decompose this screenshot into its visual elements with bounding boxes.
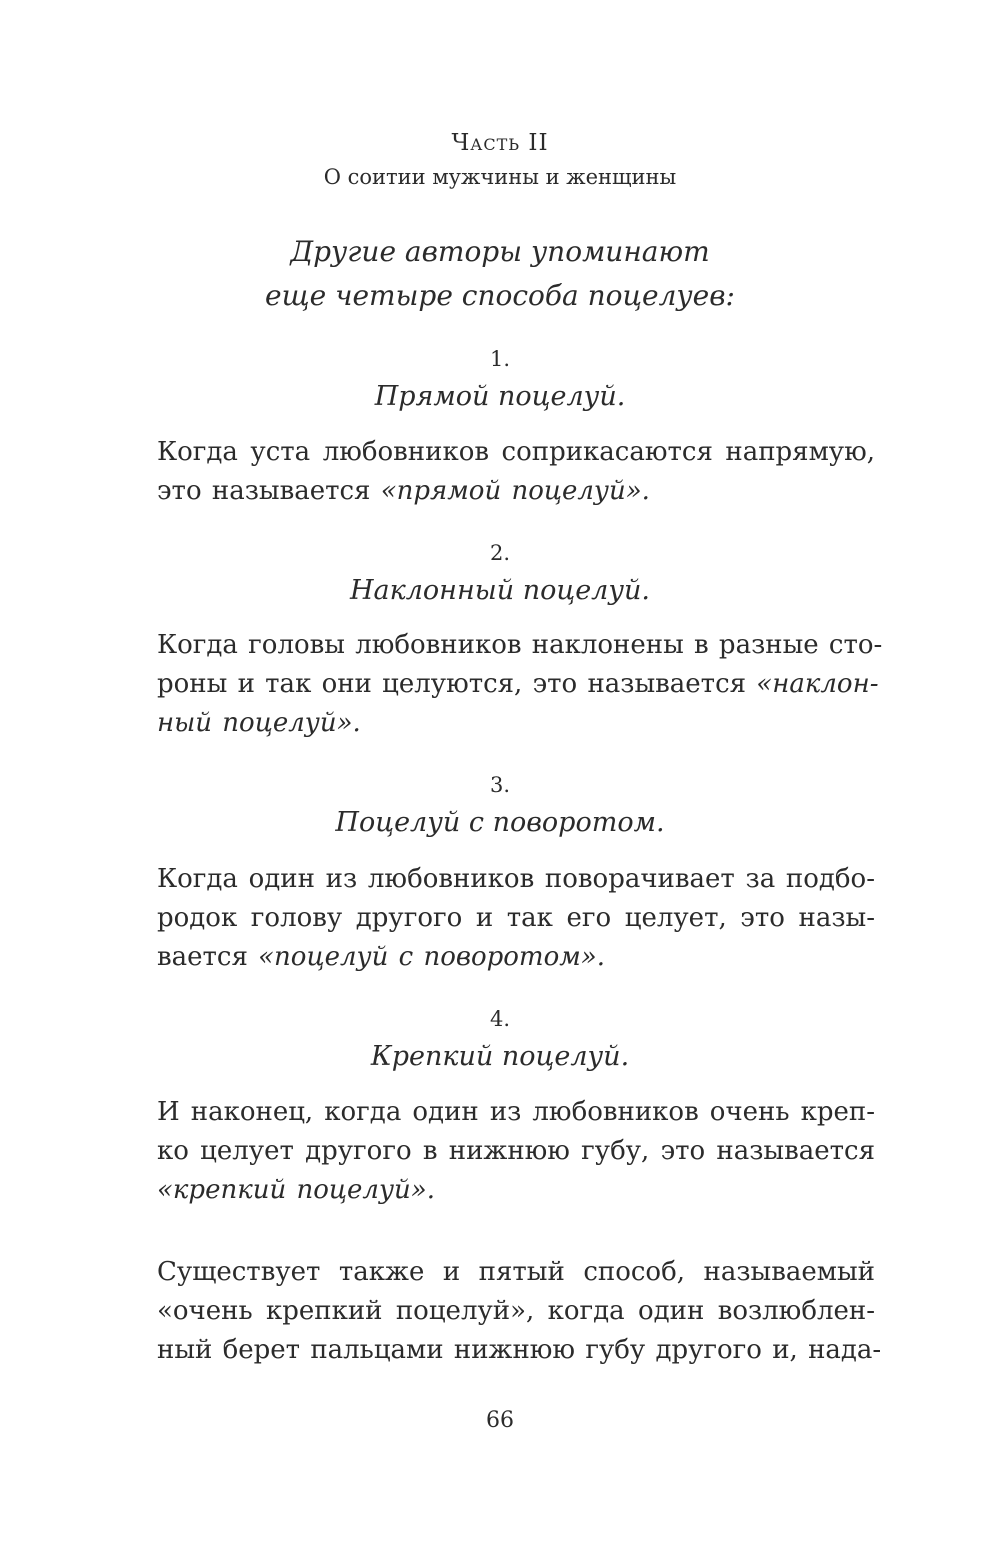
section-paragraph	[157, 1093, 875, 1210]
text-line: Когда уста любовников соприкасаются напрямую,	[157, 437, 875, 467]
text-line: «очень крепкий поцелуй», когда один возлюблен-	[157, 1296, 875, 1326]
text-run: вается	[157, 942, 259, 972]
text-run: это называется	[157, 476, 381, 506]
text-line	[157, 665, 879, 704]
text-line: Существует также и пятый способ, называемый	[157, 1257, 875, 1287]
closing-paragraph	[157, 1253, 882, 1370]
italic-term: «поцелуй с поворотом».	[258, 942, 605, 972]
section-paragraph	[157, 626, 883, 743]
section-number: 2.	[489, 541, 511, 565]
section-title: Поцелуй с поворотом.	[335, 807, 665, 838]
section-number: 4.	[489, 1007, 511, 1031]
italic-term: «прямой поцелуй».	[380, 476, 650, 506]
text-line	[157, 704, 875, 743]
text-line: Когда один из любовников поворачивает за подбо-	[157, 864, 875, 894]
text-line: ко целует другого в нижнюю губу, это называется	[157, 1136, 875, 1166]
section-title: Крепкий поцелуй.	[370, 1041, 630, 1072]
italic-term: «наклон-	[756, 669, 879, 699]
text-run: роны и так они целуются, это называется	[157, 669, 757, 699]
intro-line: еще четыре способа поцелуев:	[265, 279, 735, 312]
section-title: Прямой поцелуй.	[374, 381, 626, 412]
section-paragraph	[157, 860, 875, 977]
section-number: 3.	[489, 773, 511, 797]
text-line: ный берет пальцами нижнюю губу другого и, нада-	[157, 1335, 882, 1365]
italic-term: «крепкий поцелуй».	[157, 1175, 435, 1205]
intro-line: Другие авторы упоминают	[290, 235, 710, 268]
text-line: Когда головы любовников наклонены в разные сто-	[157, 630, 883, 660]
section-title: Наклонный поцелуй.	[349, 575, 651, 606]
page-number: 66	[486, 1408, 514, 1433]
running-header-part: Часть II	[451, 130, 549, 156]
text-line	[157, 1171, 875, 1210]
running-header-subtitle: О соитии мужчины и женщины	[323, 165, 677, 189]
text-line	[157, 472, 875, 511]
text-line: родок голову другого и так его целует, это назы-	[157, 903, 875, 933]
italic-term: ный поцелуй».	[157, 708, 361, 738]
section-number: 1.	[489, 347, 511, 371]
section-paragraph	[157, 433, 875, 511]
intro-heading	[0, 230, 1000, 318]
text-line: И наконец, когда один из любовников очень креп-	[157, 1097, 875, 1127]
text-line	[157, 938, 875, 977]
